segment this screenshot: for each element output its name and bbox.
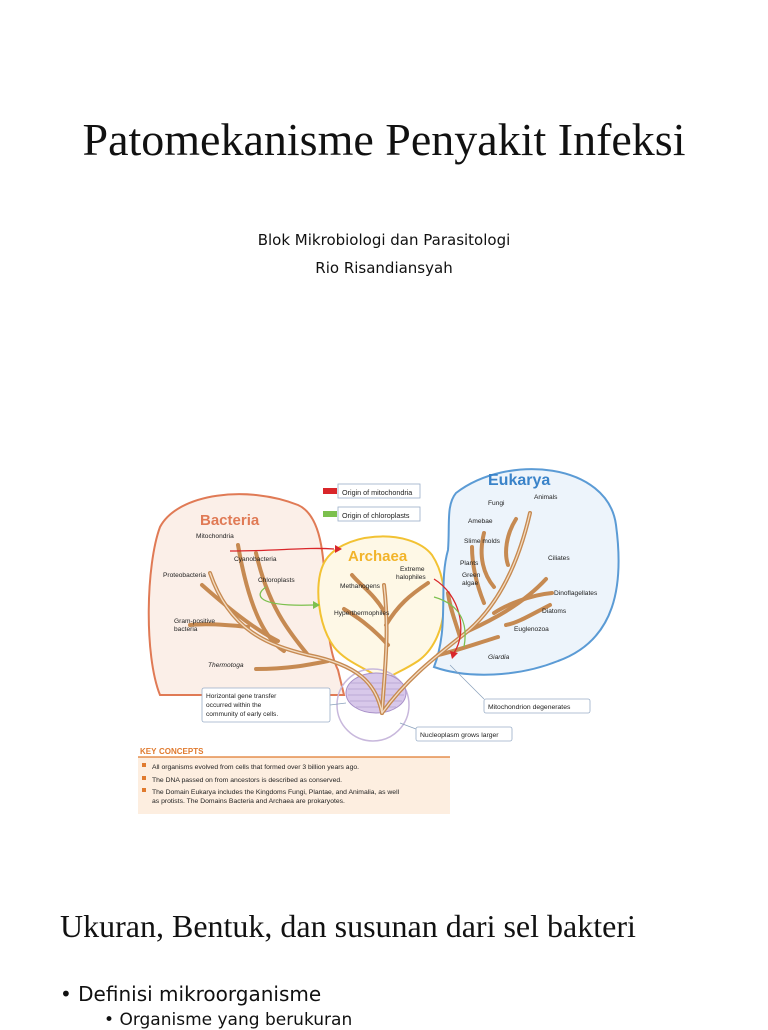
slide-author: Rio Risandiansyah (315, 259, 453, 277)
section-title: Ukuran, Bentuk, dan susunan dari sel bakteri (60, 908, 636, 944)
label-giardia: Giardia (488, 654, 510, 661)
slide-subtitle: Blok Mikrobiologi dan Parasitologi (257, 231, 511, 249)
label-diatoms: Diatoms (542, 608, 567, 615)
sub-bullet-dot: • (104, 1010, 120, 1030)
label-euglenozoa: Euglenozoa (514, 626, 549, 633)
label-gram-positive-2: bacteria (174, 626, 198, 633)
label-hyperthermophiles: Hyperthermophiles (334, 610, 390, 617)
label-gram-positive: Gram-positive (174, 618, 216, 625)
tree-of-life-diagram (138, 455, 630, 817)
domain-eukarya: Eukarya (488, 472, 551, 489)
slide-title: Patomekanisme Penyakit Infeksi (82, 114, 686, 165)
label-slime-molds: Slime molds (464, 538, 500, 545)
sub-bullet-organisme (104, 1010, 352, 1030)
callout-mito-degenerates: Mitochondrion degenerates (488, 704, 571, 711)
domain-archaea: Archaea (348, 548, 408, 565)
keyconcepts-key: KEY (140, 747, 157, 756)
label-algae: algae (462, 580, 479, 587)
callout-hgt-2: occurred within the (206, 702, 262, 709)
keyconcepts-concepts: CONCEPTS (159, 747, 204, 756)
domain-bacteria: Bacteria (200, 512, 260, 529)
label-chloroplasts: Chloroplasts (258, 577, 295, 584)
label-amebae: Amebae (468, 518, 493, 525)
label-ciliates: Ciliates (548, 555, 570, 562)
callout-nucleoplasm: Nucleoplasm grows larger (420, 732, 499, 739)
callout-hgt-3: community of early cells. (206, 711, 279, 718)
label-thermotoga: Thermotoga (208, 662, 244, 669)
legend-mitochondria: Origin of mitochondria (342, 488, 413, 497)
label-methanogens: Methanogens (340, 583, 380, 590)
label-cyanobacteria: Cyanobacteria (234, 556, 277, 563)
bullet-text: Definisi mikroorganisme (78, 982, 322, 1006)
legend-mito-swatch (323, 488, 337, 494)
bullet-dot: • (60, 982, 79, 1006)
label-halophiles: halophiles (396, 574, 426, 581)
label-plants: Plants (460, 560, 479, 567)
label-green: Green (462, 572, 481, 579)
legend-chloro-swatch (323, 511, 337, 517)
callout-hgt-1: Horizontal gene transfer (206, 693, 277, 700)
sub-bullet-text: Organisme yang berukuran (119, 1010, 353, 1030)
label-mitochondria: Mitochondria (196, 533, 234, 540)
legend-chloroplasts: Origin of chloroplasts (342, 511, 410, 520)
keyconcept-item-1: All organisms evolved from cells that formed over 3 billion years ago. (152, 764, 360, 771)
keyconcept-item-2: The DNA passed on from ancestors is described as conserved. (152, 777, 343, 784)
bullet-definisi (60, 982, 321, 1006)
keyconcept-item-4: as protists. The Domains Bacteria and Archaea are prokaryotes. (152, 798, 345, 805)
label-extreme: Extreme (400, 566, 425, 573)
keyconcept-item-3: The Domain Eukarya includes the Kingdoms Fungi, Plantae, and Animalia, as well (152, 789, 400, 796)
label-dinoflagellates: Dinoflagellates (554, 590, 598, 597)
label-proteobacteria: Proteobacteria (163, 572, 206, 579)
label-fungi: Fungi (488, 500, 505, 507)
label-animals: Animals (534, 494, 558, 501)
